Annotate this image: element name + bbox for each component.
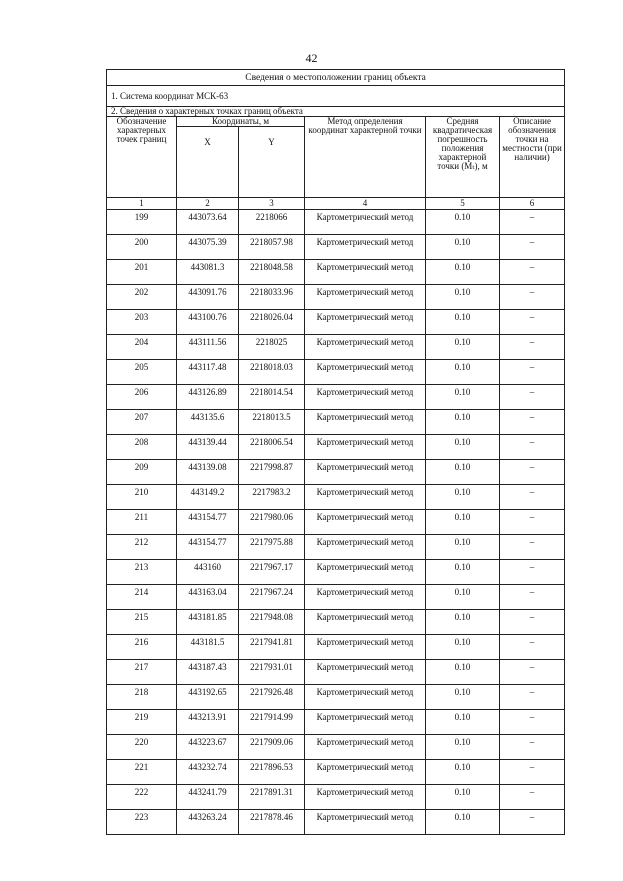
coord-y-cell: 2218066 xyxy=(239,210,305,235)
table-title: Сведения о местоположении границ объекта xyxy=(107,70,565,86)
description-cell: – xyxy=(500,410,565,435)
error-cell: 0.10 xyxy=(426,560,500,585)
coord-y-cell: 2218025 xyxy=(239,335,305,360)
method-cell: Картометрический метод xyxy=(305,635,426,660)
point-id-cell: 203 xyxy=(107,310,177,335)
coord-x-cell: 443149.2 xyxy=(177,485,239,510)
coord-y-cell: 2218057.98 xyxy=(239,235,305,260)
coord-x-cell: 443223.67 xyxy=(177,735,239,760)
description-cell: – xyxy=(500,535,565,560)
column-number: 6 xyxy=(500,198,565,210)
coord-y-cell: 2217967.24 xyxy=(239,585,305,610)
coord-x-cell: 443073.64 xyxy=(177,210,239,235)
header-x: X xyxy=(177,127,239,198)
point-id-cell: 218 xyxy=(107,685,177,710)
error-cell: 0.10 xyxy=(426,610,500,635)
coord-x-cell: 443232.74 xyxy=(177,760,239,785)
description-cell: – xyxy=(500,660,565,685)
table-row xyxy=(107,285,565,310)
coord-x-cell: 443081.3 xyxy=(177,260,239,285)
table-row xyxy=(107,235,565,260)
header-y: Y xyxy=(239,127,305,198)
coord-y-cell: 2218018.03 xyxy=(239,360,305,385)
description-cell: – xyxy=(500,610,565,635)
description-cell: – xyxy=(500,385,565,410)
description-cell: – xyxy=(500,785,565,810)
point-id-cell: 220 xyxy=(107,735,177,760)
column-number: 3 xyxy=(239,198,305,210)
header-coordinates: Координаты, м xyxy=(177,117,305,127)
coord-y-cell: 2217975.88 xyxy=(239,535,305,560)
boundary-points-table xyxy=(106,69,565,835)
coord-x-cell: 443192.65 xyxy=(177,685,239,710)
coord-x-cell: 443181.5 xyxy=(177,635,239,660)
method-cell: Картометрический метод xyxy=(305,785,426,810)
error-cell: 0.10 xyxy=(426,285,500,310)
method-cell: Картометрический метод xyxy=(305,685,426,710)
point-id-cell: 202 xyxy=(107,285,177,310)
header-point-designation: Обозначение характерных точек границ xyxy=(107,117,177,198)
description-cell: – xyxy=(500,235,565,260)
coord-x-cell: 443139.44 xyxy=(177,435,239,460)
coord-x-cell: 443163.04 xyxy=(177,585,239,610)
error-cell: 0.10 xyxy=(426,585,500,610)
description-cell: – xyxy=(500,510,565,535)
method-cell: Картометрический метод xyxy=(305,660,426,685)
column-number: 4 xyxy=(305,198,426,210)
table-row xyxy=(107,685,565,710)
table-row xyxy=(107,310,565,335)
method-cell: Картометрический метод xyxy=(305,760,426,785)
coord-y-cell: 2217980.06 xyxy=(239,510,305,535)
coord-y-cell: 2217896.53 xyxy=(239,760,305,785)
coord-y-cell: 2217941.81 xyxy=(239,635,305,660)
description-cell: – xyxy=(500,735,565,760)
table-row xyxy=(107,660,565,685)
error-cell: 0.10 xyxy=(426,735,500,760)
table-row xyxy=(107,635,565,660)
method-cell: Картометрический метод xyxy=(305,710,426,735)
point-id-cell: 204 xyxy=(107,335,177,360)
method-cell: Картометрический метод xyxy=(305,535,426,560)
table-row xyxy=(107,560,565,585)
point-id-cell: 213 xyxy=(107,560,177,585)
table-row xyxy=(107,585,565,610)
coord-x-cell: 443139.08 xyxy=(177,460,239,485)
table-row xyxy=(107,485,565,510)
description-cell: – xyxy=(500,310,565,335)
error-cell: 0.10 xyxy=(426,710,500,735)
description-cell: – xyxy=(500,485,565,510)
method-cell: Картометрический метод xyxy=(305,260,426,285)
error-cell: 0.10 xyxy=(426,635,500,660)
description-cell: – xyxy=(500,435,565,460)
point-id-cell: 210 xyxy=(107,485,177,510)
error-cell: 0.10 xyxy=(426,510,500,535)
description-cell: – xyxy=(500,810,565,835)
coord-x-cell: 443126.89 xyxy=(177,385,239,410)
point-id-cell: 211 xyxy=(107,510,177,535)
header-error: Средняя квадратическая погрешность положения характерной точки (Mₜ), м xyxy=(426,117,500,198)
method-cell: Картометрический метод xyxy=(305,510,426,535)
error-cell: 0.10 xyxy=(426,360,500,385)
coord-y-cell: 2217983.2 xyxy=(239,485,305,510)
method-cell: Картометрический метод xyxy=(305,560,426,585)
coord-x-cell: 443241.79 xyxy=(177,785,239,810)
coord-y-cell: 2217967.17 xyxy=(239,560,305,585)
method-cell: Картометрический метод xyxy=(305,435,426,460)
method-cell: Картометрический метод xyxy=(305,210,426,235)
table-row xyxy=(107,385,565,410)
error-cell: 0.10 xyxy=(426,235,500,260)
error-cell: 0.10 xyxy=(426,810,500,835)
method-cell: Картометрический метод xyxy=(305,585,426,610)
page-number: 42 xyxy=(305,51,318,65)
description-cell: – xyxy=(500,585,565,610)
coord-x-cell: 443160 xyxy=(177,560,239,585)
column-number: 2 xyxy=(177,198,239,210)
table-row xyxy=(107,410,565,435)
description-cell: – xyxy=(500,760,565,785)
method-cell: Картометрический метод xyxy=(305,460,426,485)
points-section-label: 2. Сведения о характерных точках границ объекта xyxy=(107,107,565,117)
description-cell: – xyxy=(500,210,565,235)
table-row xyxy=(107,360,565,385)
coord-x-cell: 443263.24 xyxy=(177,810,239,835)
header-description: Описание обозначения точки на местности (при наличии) xyxy=(500,117,565,198)
coord-x-cell: 443135.6 xyxy=(177,410,239,435)
table-row xyxy=(107,710,565,735)
table-row xyxy=(107,260,565,285)
error-cell: 0.10 xyxy=(426,485,500,510)
point-id-cell: 219 xyxy=(107,710,177,735)
method-cell: Картометрический метод xyxy=(305,360,426,385)
coord-x-cell: 443111.56 xyxy=(177,335,239,360)
table-row xyxy=(107,510,565,535)
point-id-cell: 205 xyxy=(107,360,177,385)
error-cell: 0.10 xyxy=(426,260,500,285)
error-cell: 0.10 xyxy=(426,660,500,685)
error-cell: 0.10 xyxy=(426,435,500,460)
point-id-cell: 200 xyxy=(107,235,177,260)
point-id-cell: 215 xyxy=(107,610,177,635)
method-cell: Картометрический метод xyxy=(305,235,426,260)
coord-x-cell: 443187.43 xyxy=(177,660,239,685)
point-id-cell: 207 xyxy=(107,410,177,435)
coord-y-cell: 2217914.99 xyxy=(239,710,305,735)
table-row xyxy=(107,460,565,485)
description-cell: – xyxy=(500,285,565,310)
coord-y-cell: 2217878.46 xyxy=(239,810,305,835)
description-cell: – xyxy=(500,335,565,360)
point-id-cell: 216 xyxy=(107,635,177,660)
coord-x-cell: 443154.77 xyxy=(177,535,239,560)
table-row xyxy=(107,610,565,635)
method-cell: Картометрический метод xyxy=(305,410,426,435)
error-cell: 0.10 xyxy=(426,785,500,810)
error-cell: 0.10 xyxy=(426,335,500,360)
table-row xyxy=(107,335,565,360)
description-cell: – xyxy=(500,560,565,585)
method-cell: Картометрический метод xyxy=(305,735,426,760)
point-id-cell: 209 xyxy=(107,460,177,485)
coordinate-system-label: 1. Система координат МСК-63 xyxy=(107,86,565,107)
error-cell: 0.10 xyxy=(426,385,500,410)
coord-y-cell: 2217931.01 xyxy=(239,660,305,685)
coord-y-cell: 2218033.96 xyxy=(239,285,305,310)
point-id-cell: 222 xyxy=(107,785,177,810)
point-id-cell: 212 xyxy=(107,535,177,560)
column-number: 1 xyxy=(107,198,177,210)
coord-x-cell: 443181.85 xyxy=(177,610,239,635)
point-id-cell: 221 xyxy=(107,760,177,785)
method-cell: Картометрический метод xyxy=(305,485,426,510)
table-row xyxy=(107,810,565,835)
point-id-cell: 208 xyxy=(107,435,177,460)
coord-y-cell: 2217948.08 xyxy=(239,610,305,635)
coord-x-cell: 443117.48 xyxy=(177,360,239,385)
method-cell: Картометрический метод xyxy=(305,310,426,335)
point-id-cell: 223 xyxy=(107,810,177,835)
error-cell: 0.10 xyxy=(426,535,500,560)
coord-x-cell: 443213.91 xyxy=(177,710,239,735)
coord-y-cell: 2218026.04 xyxy=(239,310,305,335)
description-cell: – xyxy=(500,360,565,385)
description-cell: – xyxy=(500,260,565,285)
description-cell: – xyxy=(500,710,565,735)
error-cell: 0.10 xyxy=(426,410,500,435)
point-id-cell: 217 xyxy=(107,660,177,685)
coord-y-cell: 2218013.5 xyxy=(239,410,305,435)
table-row xyxy=(107,760,565,785)
method-cell: Картометрический метод xyxy=(305,610,426,635)
coord-x-cell: 443154.77 xyxy=(177,510,239,535)
coord-x-cell: 443091.76 xyxy=(177,285,239,310)
point-id-cell: 214 xyxy=(107,585,177,610)
header-method: Метод определения координат характерной точки xyxy=(305,117,426,198)
coord-y-cell: 2218006.54 xyxy=(239,435,305,460)
error-cell: 0.10 xyxy=(426,760,500,785)
coord-y-cell: 2217891.31 xyxy=(239,785,305,810)
point-id-cell: 201 xyxy=(107,260,177,285)
coord-y-cell: 2218014.54 xyxy=(239,385,305,410)
table-row xyxy=(107,435,565,460)
description-cell: – xyxy=(500,685,565,710)
coord-y-cell: 2217926.48 xyxy=(239,685,305,710)
method-cell: Картометрический метод xyxy=(305,285,426,310)
coord-y-cell: 2217998.87 xyxy=(239,460,305,485)
method-cell: Картометрический метод xyxy=(305,810,426,835)
coord-y-cell: 2217909.06 xyxy=(239,735,305,760)
column-number-row xyxy=(107,198,565,210)
point-id-cell: 206 xyxy=(107,385,177,410)
table-row xyxy=(107,535,565,560)
error-cell: 0.10 xyxy=(426,685,500,710)
error-cell: 0.10 xyxy=(426,310,500,335)
description-cell: – xyxy=(500,635,565,660)
table-row xyxy=(107,785,565,810)
column-number: 5 xyxy=(426,198,500,210)
method-cell: Картометрический метод xyxy=(305,385,426,410)
error-cell: 0.10 xyxy=(426,210,500,235)
table-row xyxy=(107,210,565,235)
error-cell: 0.10 xyxy=(426,460,500,485)
point-id-cell: 199 xyxy=(107,210,177,235)
coord-x-cell: 443075.39 xyxy=(177,235,239,260)
coord-x-cell: 443100.76 xyxy=(177,310,239,335)
description-cell: – xyxy=(500,460,565,485)
coord-y-cell: 2218048.58 xyxy=(239,260,305,285)
method-cell: Картометрический метод xyxy=(305,335,426,360)
table-row xyxy=(107,735,565,760)
